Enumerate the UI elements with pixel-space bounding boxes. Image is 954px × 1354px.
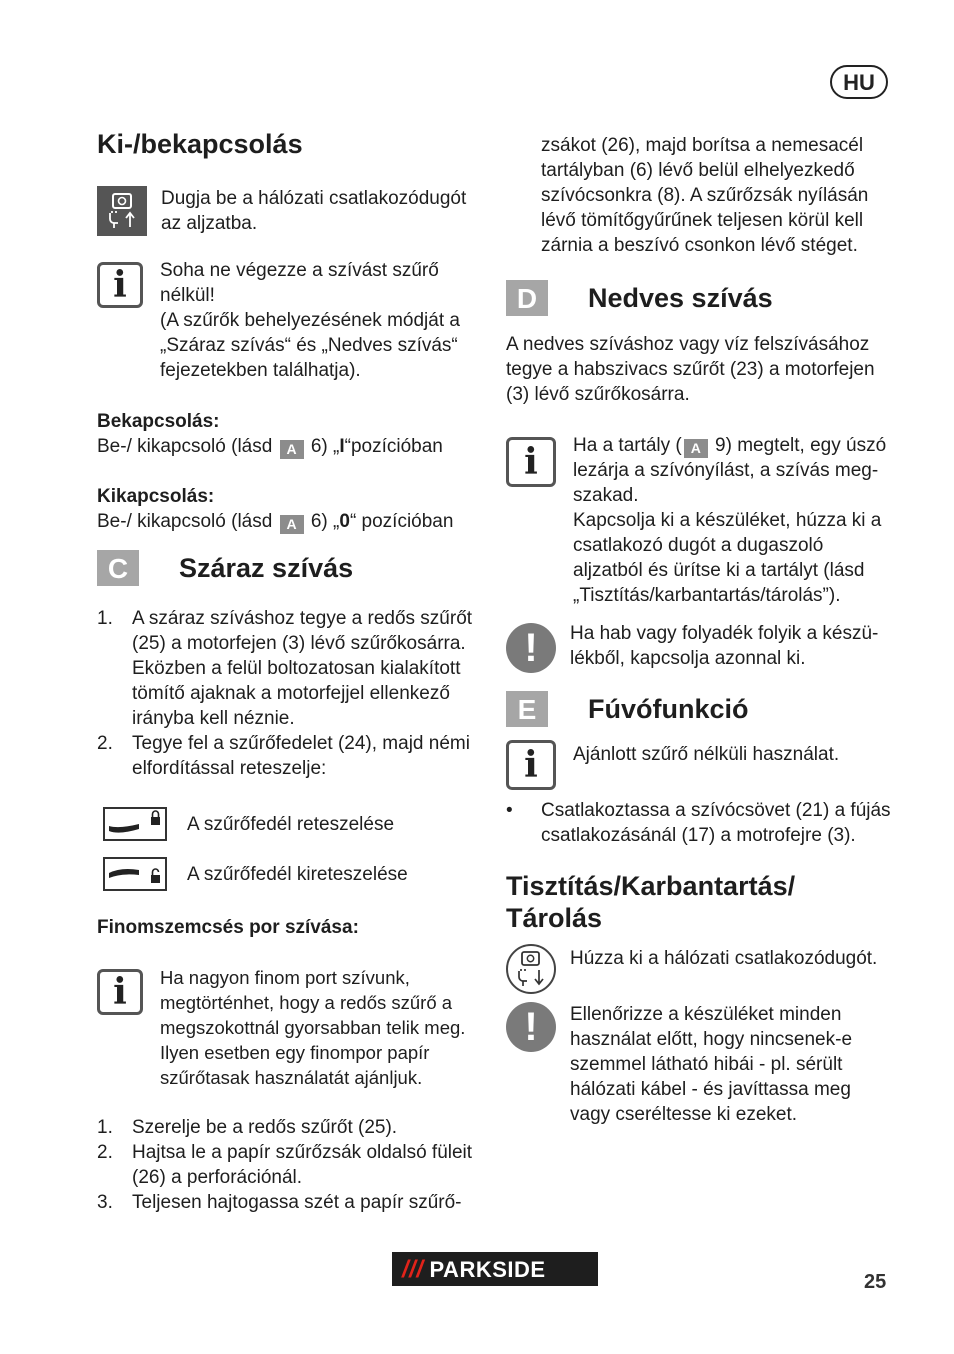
figure-ref-icon: A [280, 440, 304, 459]
wet-info [506, 433, 896, 608]
wet-warning-text: Ha hab vagy folyadék folyik a készü-lékből, kapcsolja azonnal ki. [570, 623, 879, 669]
switch-off-text: Be-/ kikapcsoló (lásd A 6) „0“ pozícióban [97, 511, 454, 532]
section-d-header [506, 280, 896, 316]
lock-row [103, 807, 487, 841]
list-item: 1. Szerelje be a redős szűrőt (25). [97, 1117, 398, 1138]
list-item: 2. Tegye fel a szűrőfedelet (24), majd némi elfordítással reteszelje: [97, 733, 470, 779]
section-letter-d: D [506, 280, 548, 316]
page-number: 25 [864, 1271, 887, 1293]
plug-in-icon [97, 186, 147, 236]
switch-off-label: Kikapcsolás: [97, 486, 215, 507]
plug-note-text: Dugja be a hálózati csatlakozódugót az aljzatba. [161, 188, 467, 234]
wet-warning [506, 621, 896, 673]
wet-intro: A nedves szíváshoz vagy víz felszívásához tegye a habszivacs szűrőt (23) a motorfejen (3) lévő szűrőkosárra. [506, 334, 875, 405]
fine-dust-info [97, 965, 487, 1090]
plug-note [97, 186, 487, 236]
left-column [97, 128, 487, 1215]
continued-text: zsákot (26), majd borítsa a nemesacél tartályban (6) lévő belül elhelyezkedő szívócsonkra (8). A szűrőzsák nyílásán lévő tömítőgyűrűnek teljesen körül kell zárnia a beszívó csonkon lévő stéget. [541, 135, 869, 256]
list-item: 1. A száraz szíváshoz tegye a redős szűrőt (25) a motorfejen (3) lévő szűrőkosárra. Eközben a felül boltozatosan kialakított tömítő ajaknak a motorfejjel ellenkező irányba kell néznie. [97, 608, 473, 729]
lock-icon [103, 807, 167, 841]
info-note-ref: (A szűrők behelyezésének módját a „Száraz szívás“ és „Nedves szívás“ fejezetekben találhatja). [160, 310, 460, 381]
switch-on-text: Be-/ kikapcsoló (lásd A 6) „I“pozícióban [97, 436, 443, 457]
blow-bullet-item [506, 798, 896, 848]
wet-info-text: Ha a tartály ( A 9) megtelt, egy úszó lezárja a szívónyílást, a szívás meg-szakad. [573, 435, 887, 506]
info-note-filter [97, 258, 487, 383]
blow-bullet-text: Csatlakoztassa a szívócsövet (21) a fújás csatlakozásánál (17) a motrofejre (3). [541, 800, 891, 846]
unlock-icon [103, 857, 167, 891]
blow-info-text: Ajánlott szűrő nélküli használat. [573, 744, 840, 765]
list-item: 3. Teljesen hajtogassa szét a papír szűrő- [97, 1192, 462, 1213]
section-title-dry: Száraz szívás [179, 552, 354, 583]
right-column [506, 133, 896, 1127]
parkside-logo: /// PARKSIDE [392, 1252, 598, 1286]
fine-dust-info-text: Ha nagyon finom port szívunk, megtörténhet, hogy a redős szűrő a megszokottnál gyorsabban telik meg. Ilyen esetben egy finompor papír szűrőtasak használatát ajánljuk. [160, 967, 466, 1088]
section-c-header [97, 550, 487, 586]
wet-info-text-2: Kapcsolja ki a készüléket, húzza ki a csatlakozó dugót a dugaszoló aljzatból és ürítse ki a tartályt (lásd „Tisztítás/karbantartás/tárolás”). [573, 510, 882, 606]
dry-steps-list [97, 606, 487, 781]
fine-dust-label: Finomszemcsés por szívása: [97, 917, 359, 938]
info-icon: i [97, 262, 143, 308]
info-icon: i [506, 740, 556, 790]
language-badge: HU [830, 65, 888, 99]
section-title-switch: Ki-/bekapcsolás [97, 129, 303, 159]
unlock-text: A szűrőfedél kireteszelése [187, 863, 408, 885]
info-icon: i [97, 969, 143, 1015]
section-title-wet: Nedves szívás [588, 282, 773, 313]
warning-icon: ! [506, 623, 556, 673]
clean-plug-note [506, 944, 896, 994]
blow-info [506, 740, 896, 790]
section-e-header [506, 691, 896, 727]
section-letter-e: E [506, 691, 548, 727]
section-title-blow: Fúvófunkció [588, 693, 749, 724]
bullet: • [506, 800, 513, 821]
fine-steps-list [97, 1115, 487, 1215]
switch-on-label: Bekapcsolás: [97, 411, 220, 432]
figure-ref-icon: A [280, 515, 304, 534]
info-note-text: Soha ne végezze a szívást szűrő nélkül! [160, 260, 439, 306]
lock-text: A szűrőfedél reteszelése [187, 813, 395, 835]
plug-out-icon [506, 944, 556, 994]
clean-warning-text: Ellenőrizze a készüléket minden használat előtt, hogy nincsenek-e szemmel látható hibái - pl. sérült hálózati kábel - és javíttassa meg vagy cseréltesse ki ezeket. [570, 1004, 853, 1125]
section-letter-c: C [97, 550, 139, 586]
figure-ref-icon: A [684, 439, 708, 458]
unlock-row [103, 857, 487, 891]
section-title-cleaning: Tisztítás/Karbantartás/ Tárolás [506, 871, 796, 933]
info-icon: i [506, 437, 556, 487]
clean-plug-text: Húzza ki a hálózati csatlakozódugót. [570, 948, 878, 969]
warning-icon: ! [506, 1002, 556, 1052]
clean-warning [506, 1002, 896, 1127]
list-item: 2. Hajtsa le a papír szűrőzsák oldalsó füleit (26) a perforációnál. [97, 1142, 473, 1188]
